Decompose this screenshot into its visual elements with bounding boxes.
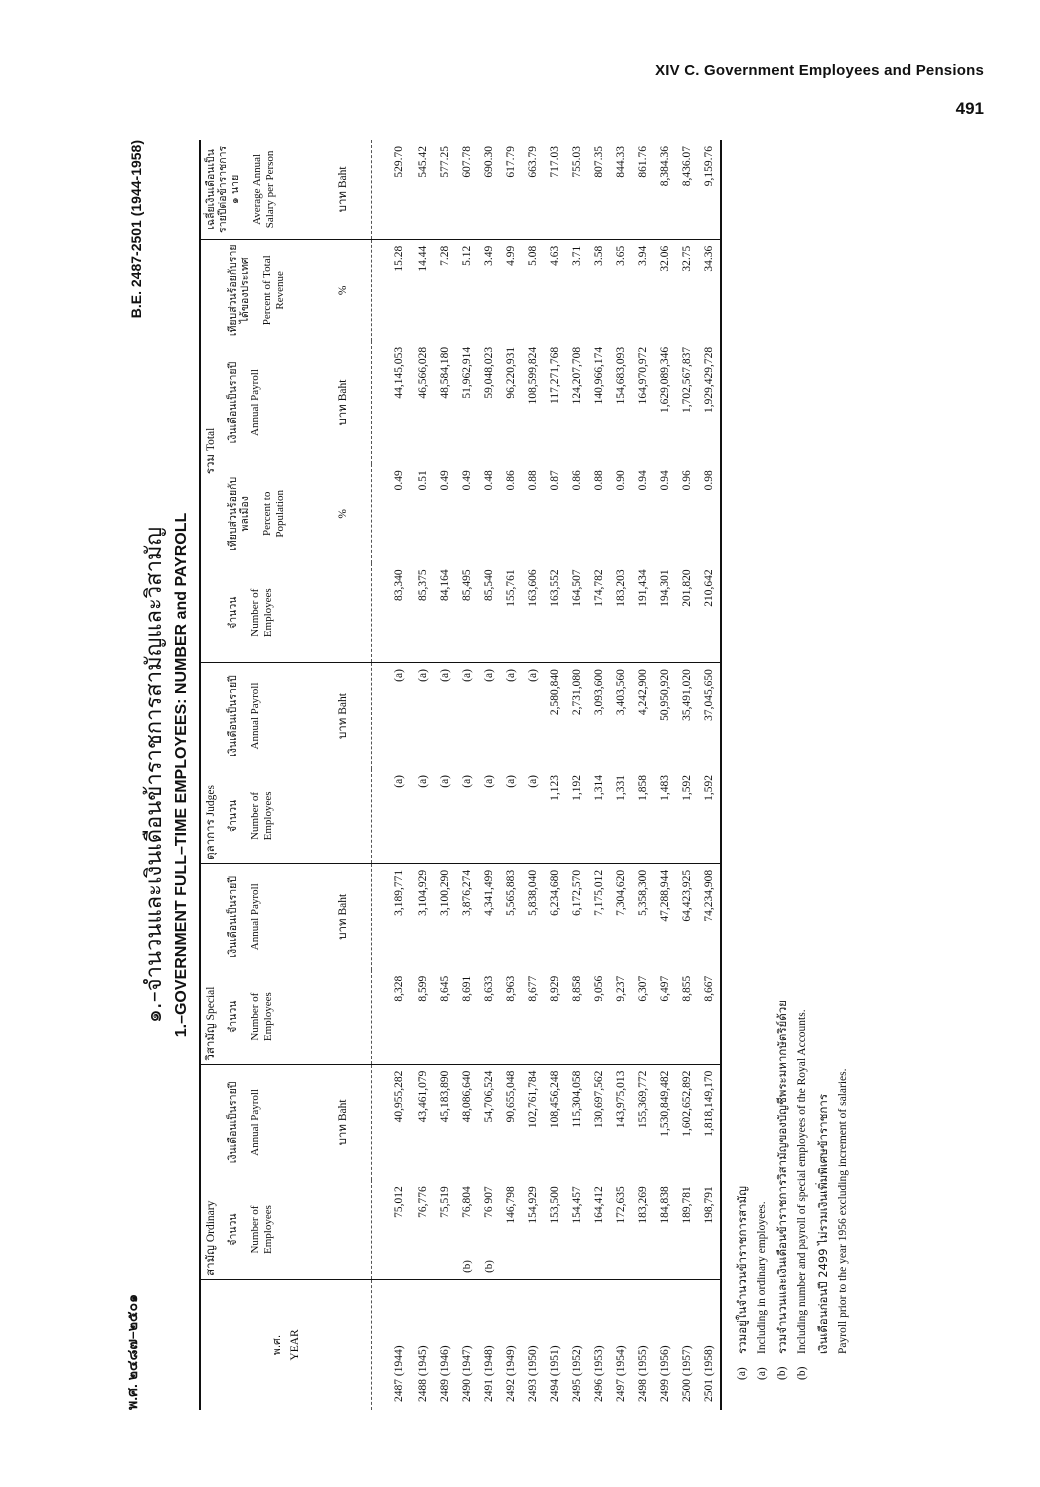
percent-revenue-cell: 3.49 (483, 245, 495, 266)
unit-cell (327, 970, 372, 1064)
percent-revenue-cell: 5.12 (461, 245, 473, 266)
col-label-english: Annual Payroll (249, 369, 262, 436)
table-title-thai: ๑.–จำนวนและเงินเดือนข้าราชการสามัญและวิสามัญ (142, 526, 167, 1024)
col-label-thai: เงินเดือนเป็นรายปี (227, 876, 239, 958)
col-label-english: Annual Payroll (249, 1088, 262, 1156)
ordinary-payroll-cell: 1,818,149,170 (703, 1070, 715, 1137)
footnote-mark: (b) (483, 1260, 495, 1273)
percent-population-cell: 0.88 (593, 470, 605, 491)
ordinary-employees-cell: 153,500 (544, 1180, 566, 1279)
special-payroll-cell: 6,234,680 (549, 869, 561, 916)
percent-revenue-cell: 3.94 (637, 245, 649, 266)
judges-employees-cell: 1,858 (632, 769, 654, 863)
percent-population-cell: 0.90 (615, 470, 627, 491)
ordinary-employees-cell: 184,838 (654, 1180, 676, 1279)
landscape-table-block (120, 140, 990, 1410)
ordinary-employees-cell: 76,776 (412, 1180, 434, 1279)
special-payroll-header (225, 863, 327, 969)
percent-population-cell: 0.49 (393, 470, 405, 491)
unit-cell (327, 563, 372, 662)
unit-percent: % (337, 509, 349, 519)
cell-value: 76,804 (461, 1186, 473, 1218)
total-employees-cell: 85,540 (478, 563, 500, 662)
total-employees-cell: 183,203 (610, 563, 632, 662)
ordinary-payroll-cell: 130,697,562 (593, 1070, 605, 1129)
total-employees-cell: 84,164 (434, 563, 456, 662)
year-cell: 2491 (1948) (483, 1345, 495, 1402)
total-employees-cell: 83,340 (372, 563, 413, 662)
col-label-thai: เงินเดือนเป็นรายปี (227, 361, 239, 444)
special-payroll-cell: 3,100,290 (439, 869, 451, 916)
total-employees-cell: 164,507 (566, 563, 588, 662)
special-payroll-cell: 64,423,925 (681, 869, 693, 922)
average-salary-cell: 529.70 (372, 140, 413, 239)
special-payroll-cell: 3,104,929 (417, 869, 429, 916)
percent-revenue-header (225, 239, 327, 341)
ordinary-payroll-cell: 155,369,772 (637, 1070, 649, 1129)
special-payroll-cell: 7,304,620 (615, 869, 627, 916)
ordinary-employees-cell: 198,791 (698, 1180, 721, 1279)
average-salary-cell: 717.03 (544, 140, 566, 239)
special-payroll-cell: 47,288,944 (659, 869, 671, 922)
table-row (434, 140, 456, 1410)
year-cell: 2494 (1951) (549, 1345, 561, 1402)
total-payroll-cell: 51,962,914 (461, 346, 473, 399)
year-cell: 2498 (1955) (637, 1345, 649, 1402)
judges-payroll-cell: (a) (417, 669, 429, 682)
table-row (676, 140, 698, 1410)
total-payroll-cell: 48,584,180 (439, 346, 451, 399)
special-payroll-cell: 5,358,300 (637, 869, 649, 916)
ordinary-employees-cell: 183,269 (632, 1180, 654, 1279)
year-cell: 2497 (1954) (615, 1345, 627, 1402)
footnote-marker: (a) (756, 1367, 769, 1380)
judges-employees-cell: 1,483 (654, 769, 676, 863)
table-row (412, 140, 434, 1410)
special-employees-cell: 8,677 (522, 970, 544, 1064)
average-salary-cell: 607.78 (456, 140, 478, 239)
percent-revenue-cell: 3.71 (571, 245, 583, 266)
percent-revenue-cell: 4.99 (505, 245, 517, 266)
year-cell: 2490 (1947) (461, 1345, 473, 1402)
ordinary-payroll-cell: 43,461,079 (417, 1070, 429, 1123)
col-label-english: Number of Employees (249, 791, 274, 841)
total-payroll-cell: 108,599,824 (527, 346, 539, 405)
ordinary-payroll-cell: 108,456,248 (549, 1070, 561, 1129)
percent-population-cell: 0.96 (681, 470, 693, 491)
cell-value: 76 907 (483, 1186, 495, 1218)
judges-employees-cell: (a) (372, 769, 413, 863)
total-payroll-cell: 46,566,028 (417, 346, 429, 399)
judges-payroll-cell: 4,242,900 (637, 669, 649, 716)
total-payroll-cell: 44,145,053 (393, 346, 405, 399)
footnote-text: รวมอยู่ในจำนวนข้าราชการสามัญ (735, 1186, 749, 1354)
judges-payroll-cell: (a) (483, 669, 495, 682)
percent-population-cell: 0.48 (483, 470, 495, 491)
special-employees-cell: 8,963 (500, 970, 522, 1064)
percent-revenue-cell: 3.65 (615, 245, 627, 266)
special-payroll-cell: 5,565,883 (505, 869, 517, 916)
total-payroll-cell: 1,929,429,728 (703, 346, 715, 413)
thai-year-range: พ.ศ. ๒๔๘๗–๒๕๐๑ (124, 1294, 140, 1410)
special-employees-cell: 8,599 (412, 970, 434, 1064)
ordinary-payroll-cell: 102,761,784 (527, 1070, 539, 1129)
ordinary-payroll-cell: 143,975,013 (615, 1070, 627, 1129)
judges-employees-cell: (a) (478, 769, 500, 863)
special-group-header: วิสามัญ Special (200, 863, 225, 1064)
col-label-english: Number of Employees (249, 1205, 274, 1254)
footnote-text: Payroll prior to the year 1956 excluding increment of salaries. (836, 1068, 849, 1354)
percent-revenue-cell: 3.58 (593, 245, 605, 266)
units-row (327, 140, 372, 1410)
total-employees-cell: 85,375 (412, 563, 434, 662)
table-row (698, 140, 721, 1410)
table-row (632, 140, 654, 1410)
table-row (544, 140, 566, 1410)
col-label-thai: เทียบส่วนร้อยกับรายได้ของประเทศ (227, 244, 252, 337)
special-employees-cell: 8,929 (544, 970, 566, 1064)
percent-population-cell: 0.86 (505, 470, 517, 491)
percent-revenue-cell: 4.63 (549, 245, 561, 266)
total-payroll-cell: 59,048,023 (483, 346, 495, 399)
total-payroll-cell: 1,702,567,837 (681, 346, 693, 413)
footnote (792, 140, 812, 1380)
special-payroll-cell: 6,172,570 (571, 869, 583, 916)
special-employees-cell: 8,645 (434, 970, 456, 1064)
average-salary-header-thai: เฉลี่ยเงินเดือนเป็นรายปีต่อข้าราชการ ๑ นาย (205, 145, 242, 233)
special-employees-cell: 8,855 (676, 970, 698, 1064)
total-employees-cell: 210,642 (698, 563, 721, 662)
year-header (200, 1279, 372, 1410)
year-cell: 2499 (1956) (659, 1345, 671, 1402)
total-employees-cell: 155,761 (500, 563, 522, 662)
judges-payroll-cell: (a) (527, 669, 539, 682)
total-payroll-cell: 124,207,708 (571, 346, 583, 405)
col-label-english: Number of Employees (249, 992, 274, 1042)
average-salary-cell: 861.76 (632, 140, 654, 239)
special-payroll-cell: 3,189,771 (393, 869, 405, 916)
average-salary-cell: 577.25 (434, 140, 456, 239)
judges-employees-cell: 1,123 (544, 769, 566, 863)
total-employees-cell: 85,495 (456, 563, 478, 662)
ordinary-employees-cell: 75,012 (372, 1180, 413, 1279)
judges-employees-header (225, 769, 327, 863)
average-salary-header-english: Average Annual Salary per Person (251, 150, 276, 229)
average-salary-cell: 8,384.36 (654, 140, 676, 239)
total-payroll-cell: 96,220,931 (505, 346, 517, 399)
percent-revenue-cell: 7.28 (439, 245, 451, 266)
unit-baht: บาท Baht (337, 1099, 349, 1146)
table-body (372, 140, 722, 1410)
percent-population-header (225, 464, 327, 563)
table-title-english: 1.–GOVERNMENT FULL–TIME EMPLOYEES: NUMBER and PAYROLL (173, 512, 190, 1038)
judges-payroll-cell: 2,731,080 (571, 669, 583, 716)
special-employees-cell: 8,667 (698, 970, 721, 1064)
col-label-english: Percent of Total Revenue (261, 255, 286, 326)
percent-revenue-cell: 32.75 (681, 245, 693, 272)
average-salary-cell: 807.35 (588, 140, 610, 239)
average-salary-cell: 755.03 (566, 140, 588, 239)
judges-employees-cell: 1,331 (610, 769, 632, 863)
ordinary-employees-header (225, 1180, 327, 1279)
ordinary-employees-cell: 154,457 (566, 1180, 588, 1279)
judges-payroll-cell: (a) (505, 669, 517, 682)
header-group-row (200, 140, 225, 1410)
percent-population-cell: 0.86 (571, 470, 583, 491)
table-row (522, 140, 544, 1410)
percent-population-cell: 0.94 (637, 470, 649, 491)
ordinary-employees-cell (456, 1180, 478, 1279)
judges-payroll-cell: 35,491,020 (681, 669, 693, 721)
col-label-thai: เทียบส่วนร้อยกับพลเมือง (227, 476, 252, 551)
total-payroll-cell: 117,271,768 (549, 346, 561, 404)
percent-revenue-cell: 32.06 (659, 245, 671, 272)
ordinary-employees-cell (478, 1180, 500, 1279)
total-employees-cell: 163,606 (522, 563, 544, 662)
footnote-mark: (b) (461, 1260, 473, 1273)
total-employees-cell: 163,552 (544, 563, 566, 662)
judges-payroll-cell: 50,950,920 (659, 669, 671, 721)
footnote (752, 140, 772, 1380)
average-salary-cell: 9,159.76 (698, 140, 721, 239)
year-cell: 2495 (1952) (571, 1345, 583, 1402)
year-cell: 2489 (1946) (439, 1345, 451, 1402)
judges-employees-cell: (a) (456, 769, 478, 863)
table-row (500, 140, 522, 1410)
year-cell: 2492 (1949) (505, 1345, 517, 1402)
employees-payroll-table (199, 140, 722, 1410)
average-salary-cell: 545.42 (412, 140, 434, 239)
ordinary-payroll-cell: 45,183,890 (439, 1070, 451, 1123)
footnote-marker: (b) (796, 1366, 809, 1380)
ordinary-payroll-cell: 90,655,048 (505, 1070, 517, 1123)
ordinary-employees-cell: 75,519 (434, 1180, 456, 1279)
ordinary-employees-cell: 189,781 (676, 1180, 698, 1279)
judges-payroll-cell: 3,093,600 (593, 669, 605, 716)
footnote-marker: (a) (736, 1367, 748, 1380)
footnote-text: Including in ordinary employees. (756, 1201, 769, 1354)
year-cell: 2488 (1945) (417, 1345, 429, 1402)
total-employees-cell: 201,820 (676, 563, 698, 662)
col-label-thai: เงินเดือนเป็นรายปี (227, 675, 239, 757)
footnote-text: เงินเดือนก่อนปี 2499 ไม่รวมเงินเพิ่มพิเศษข้าราชการ (815, 1093, 830, 1354)
total-employees-cell: 174,782 (588, 563, 610, 662)
special-payroll-cell: 3,876,274 (461, 869, 473, 916)
total-payroll-cell: 154,683,093 (615, 346, 627, 405)
judges-employees-cell: 1,192 (566, 769, 588, 863)
col-label-english: Annual Payroll (249, 883, 262, 951)
total-payroll-cell: 1,629,089,346 (659, 346, 671, 413)
col-label-thai: จำนวน (227, 596, 239, 629)
judges-employees-cell: (a) (522, 769, 544, 863)
footnote (772, 140, 792, 1380)
average-salary-cell: 617.79 (500, 140, 522, 239)
footnotes (732, 140, 853, 1380)
table-row (610, 140, 632, 1410)
page-number: 491 (955, 99, 984, 118)
rotated-table-region (120, 140, 990, 1410)
judges-employees-cell: (a) (412, 769, 434, 863)
average-salary-cell: 663.79 (522, 140, 544, 239)
col-label-thai: จำนวน (227, 1000, 239, 1033)
ordinary-employees-cell: 146,798 (500, 1180, 522, 1279)
header-sub-row (225, 140, 327, 1410)
footnote (813, 140, 833, 1380)
ordinary-employees-cell: 154,929 (522, 1180, 544, 1279)
percent-population-cell: 0.94 (659, 470, 671, 491)
judges-employees-cell: 1,592 (676, 769, 698, 863)
percent-population-cell: 0.98 (703, 470, 715, 491)
special-employees-cell: 8,691 (456, 970, 478, 1064)
col-label-english: Annual Payroll (249, 682, 262, 750)
table-row (456, 140, 478, 1410)
judges-payroll-header (225, 663, 327, 769)
judges-group-header: ตุลาการ Judges (200, 663, 225, 864)
ordinary-payroll-cell: 54,706,524 (483, 1070, 495, 1123)
unit-baht: บาท Baht (337, 379, 349, 426)
average-salary-cell: 8,436.07 (676, 140, 698, 239)
percent-population-cell: 0.51 (417, 470, 429, 491)
table-row (566, 140, 588, 1410)
page-header (655, 62, 984, 119)
judges-payroll-cell: 37,045,650 (703, 669, 715, 721)
percent-population-cell: 0.88 (527, 470, 539, 491)
ordinary-payroll-cell: 115,304,058 (571, 1070, 583, 1128)
special-employees-header (225, 970, 327, 1064)
footnote-text: Including number and payroll of special employees of the Royal Accounts. (796, 1009, 809, 1354)
special-employees-cell: 8,858 (566, 970, 588, 1064)
percent-revenue-cell: 34.36 (703, 245, 715, 272)
judges-employees-cell: 1,592 (698, 769, 721, 863)
year-header-thai: พ.ศ. (271, 1334, 284, 1356)
judges-payroll-cell: 3,403,560 (615, 669, 627, 716)
total-payroll-header (225, 341, 327, 464)
ordinary-employees-cell: 164,412 (588, 1180, 610, 1279)
special-employees-cell: 8,633 (478, 970, 500, 1064)
year-cell: 2496 (1953) (593, 1345, 605, 1402)
year-cell: 2501 (1958) (703, 1345, 715, 1402)
percent-population-cell: 0.49 (439, 470, 451, 491)
footnote-marker: (b) (776, 1366, 789, 1380)
percent-population-cell: 0.87 (549, 470, 561, 491)
ordinary-payroll-cell: 40,955,282 (393, 1070, 405, 1123)
judges-employees-cell: 1,314 (588, 769, 610, 863)
total-employees-header (225, 563, 327, 662)
unit-percent: % (337, 285, 349, 296)
judges-payroll-cell: 2,580,840 (549, 669, 561, 716)
special-payroll-cell: 7,175,012 (593, 869, 605, 916)
table-row (588, 140, 610, 1410)
judges-employees-cell: (a) (434, 769, 456, 863)
year-header-english: YEAR (289, 1329, 302, 1361)
unit-cell (327, 1180, 372, 1279)
year-cell: 2500 (1957) (681, 1345, 693, 1402)
special-employees-cell: 8,328 (372, 970, 413, 1064)
unit-baht: บาท Baht (327, 140, 372, 239)
section-title: XIV C. Government Employees and Pensions (655, 62, 984, 79)
unit-baht: บาท Baht (337, 893, 349, 940)
footnote-text: รวมจำนวนและเงินเดือนข้าราชการวิสามัญของบัญชีพระมหากษัตริย์ด้วย (775, 1000, 790, 1354)
col-label-english: Number of Employees (249, 588, 274, 638)
ordinary-payroll-cell: 1,602,652,892 (681, 1070, 693, 1137)
year-cell: 2493 (1950) (527, 1345, 539, 1402)
average-salary-cell: 690.30 (478, 140, 500, 239)
percent-revenue-cell: 14.44 (417, 245, 429, 272)
be-year-range: B.E. 2487-2501 (1944-1958) (128, 140, 144, 319)
special-employees-cell: 9,237 (610, 970, 632, 1064)
ordinary-payroll-header (225, 1064, 327, 1180)
percent-revenue-cell: 5.08 (527, 245, 539, 266)
total-payroll-cell: 164,970,972 (637, 346, 649, 405)
special-payroll-cell: 5,838,040 (527, 869, 539, 916)
table-titles (136, 140, 191, 1410)
total-employees-cell: 194,301 (654, 563, 676, 662)
col-label-thai: จำนวน (227, 799, 239, 833)
special-payroll-cell: 4,341,499 (483, 869, 495, 916)
unit-cell (327, 769, 372, 863)
total-employees-cell: 191,434 (632, 563, 654, 662)
footnote (833, 140, 853, 1380)
average-salary-cell: 844.33 (610, 140, 632, 239)
percent-population-cell: 0.49 (461, 470, 473, 491)
average-salary-header (200, 140, 327, 239)
footnote (732, 140, 752, 1380)
special-payroll-cell: 74,234,908 (703, 869, 715, 922)
ordinary-payroll-cell: 1,530,849,482 (659, 1070, 671, 1137)
year-cell: 2487 (1944) (393, 1345, 405, 1402)
col-label-thai: เงินเดือนเป็นรายปี (227, 1081, 239, 1164)
table-row (654, 140, 676, 1410)
unit-baht: บาท Baht (337, 693, 349, 739)
special-employees-cell: 6,497 (654, 970, 676, 1064)
ordinary-group-header: สามัญ Ordinary (200, 1064, 225, 1279)
special-employees-cell: 9,056 (588, 970, 610, 1064)
judges-payroll-cell: (a) (439, 669, 451, 682)
judges-employees-cell: (a) (500, 769, 522, 863)
special-employees-cell: 6,307 (632, 970, 654, 1064)
judges-payroll-cell: (a) (393, 669, 405, 682)
ordinary-payroll-cell: 48,086,640 (461, 1070, 473, 1123)
total-payroll-cell: 140,966,174 (593, 346, 605, 405)
col-label-thai: จำนวน (227, 1213, 239, 1246)
footnote-marker (813, 1354, 833, 1380)
table-row (372, 140, 413, 1410)
table-row (478, 140, 500, 1410)
judges-payroll-cell: (a) (461, 669, 473, 682)
col-label-english: Percent to Population (261, 489, 286, 538)
ordinary-employees-cell: 172,635 (610, 1180, 632, 1279)
total-group-header: รวม Total (200, 239, 225, 662)
footnote-marker (833, 1354, 853, 1380)
percent-revenue-cell: 15.28 (393, 245, 405, 272)
